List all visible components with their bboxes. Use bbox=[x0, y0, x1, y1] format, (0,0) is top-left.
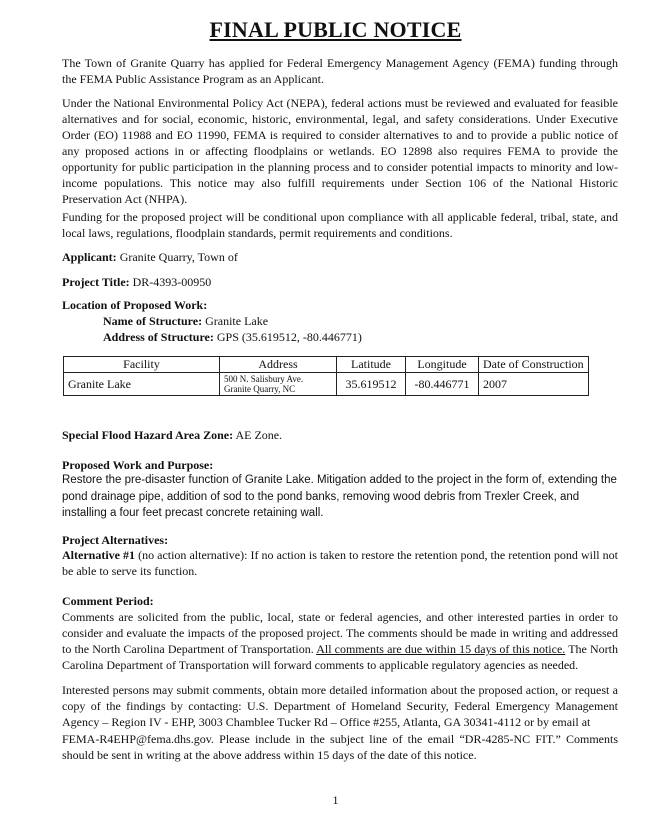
table-cell-facility: Granite Lake bbox=[64, 373, 220, 396]
structure-name-label: Name of Structure: bbox=[103, 314, 203, 328]
table-row bbox=[64, 373, 589, 396]
table-cell-address: 500 N. Salisbury Ave. Granite Quarry, NC bbox=[220, 373, 337, 396]
nepa-paragraph: Under the National Environmental Policy Act (NEPA), federal actions must be reviewed and evaluated for feasible alternatives and for social, economic, historic, environmental, legal, and safety considerations. Under Executive Order (EO) 11988 and EO 11990, FEMA is required to consider alternatives to and to provide a public notice of any proposed actions in or affecting floodplains or wetlands. EO 12898 also requires FEMA to provide the opportunity for public participation in the planning process and to consider potential impacts to minority and low-income populations. This notice may also fulfill requirements under Section 106 of the National Historic Preservation Act (NHPA). bbox=[62, 96, 618, 206]
location-heading: Location of Proposed Work: bbox=[62, 298, 208, 312]
alternatives-heading: Project Alternatives: bbox=[62, 533, 169, 547]
facility-table bbox=[63, 356, 589, 396]
table-header: Date of Construction bbox=[479, 357, 589, 373]
structure-address-value: GPS (35.619512, -80.446771) bbox=[216, 330, 362, 344]
work-paragraph: Restore the pre-disaster function of Granite Lake. Mitigation added to the project in the form of, extending the pond drainage pipe, addition of sod to the pond banks, removing wood debris from Trexler Creek, and installing a four feet precast concrete retaining wall. bbox=[62, 474, 617, 519]
alternative-1-label: Alternative #1 bbox=[62, 548, 136, 562]
project-title-value: DR-4393-00950 bbox=[132, 275, 212, 289]
project-title-label: Project Title: bbox=[62, 275, 130, 289]
comment-deadline: All comments are due within 15 days of this notice. bbox=[316, 642, 566, 656]
intro-paragraph: The Town of Granite Quarry has applied for Federal Emergency Management Agency (FEMA) funding through the FEMA Public Assistance Program as an Applicant. bbox=[62, 56, 618, 86]
structure-address-line bbox=[103, 329, 362, 345]
alternative-1-paragraph bbox=[62, 547, 618, 579]
applicant-line bbox=[62, 249, 238, 265]
comment-heading: Comment Period: bbox=[62, 594, 154, 608]
table-cell-latitude: 35.619512 bbox=[337, 373, 406, 396]
structure-name-line bbox=[103, 313, 268, 329]
project-title-line bbox=[62, 274, 211, 290]
structure-name-value: Granite Lake bbox=[205, 314, 269, 328]
flood-zone-value: AE Zone. bbox=[235, 428, 283, 442]
table-header: Facility bbox=[64, 357, 220, 373]
table-header: Latitude bbox=[337, 357, 406, 373]
structure-address-label: Address of Structure: bbox=[103, 330, 214, 344]
flood-zone-label: Special Flood Hazard Area Zone: bbox=[62, 428, 234, 442]
funding-paragraph: Funding for the proposed project will be conditional upon compliance with all applicable federal, tribal, state, and local laws, regulations, floodplain standards, permit requirements and conditions. bbox=[62, 210, 618, 240]
alternative-1-body: (no action alternative): If no action is taken to restore the retention pond, the retention pond will not be able to serve its function. bbox=[62, 548, 618, 578]
applicant-value: Granite Quarry, Town of bbox=[119, 250, 238, 264]
table-header: Longitude bbox=[406, 357, 479, 373]
table-header-row bbox=[64, 357, 589, 373]
table-header: Address bbox=[220, 357, 337, 373]
flood-zone-line bbox=[62, 427, 282, 443]
interested-paragraph: Interested persons may submit comments, obtain more detailed information about the proposed action, or request a copy of the findings by contacting: U.S. Department of Homeland Security, Federal Emergency Management Agency – Region IV - EHP, 3003 Chamblee Tucker Rd – Office #255, Atlanta, GA 30341-4112 or by email at bbox=[62, 683, 618, 729]
work-heading: Proposed Work and Purpose: bbox=[62, 458, 214, 472]
table-cell-longitude: -80.446771 bbox=[406, 373, 479, 396]
comment-paragraph: Comments are solicited from the public, local, state or federal agencies, and other interested parties in order to consider and evaluate the impacts of the proposed project. The comments should be made in writing and addressed to the North Carolina Department of Transportation. All comments are due within 15 days of this notice. The North Carolina Department of Transportation will forward comments to applicable regulatory agencies as needed. bbox=[62, 610, 618, 672]
applicant-label: Applicant: bbox=[62, 250, 117, 264]
page-title: FINAL PUBLIC NOTICE bbox=[209, 17, 462, 42]
email-paragraph: FEMA-R4EHP@fema.dhs.gov. Please include in the subject line of the email “DR-4285-NC FIT.” Comments should be sent in writing at the above address within 15 days of the date of this notice. bbox=[62, 732, 618, 762]
page-number: 1 bbox=[332, 793, 339, 807]
table-cell-date: 2007 bbox=[479, 373, 589, 396]
